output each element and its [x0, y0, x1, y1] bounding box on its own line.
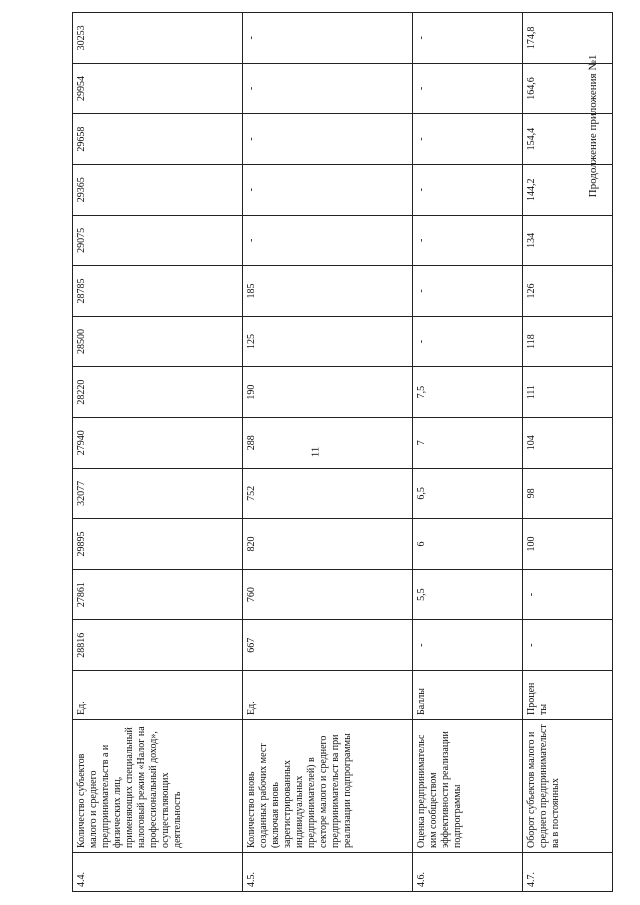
row-number: 4.5.: [243, 853, 413, 892]
value-cell: 29075: [73, 215, 243, 266]
value-cell: 760: [243, 569, 413, 620]
table-row: [523, 13, 613, 892]
row-number: 4.6.: [413, 853, 523, 892]
value-cell: -: [413, 620, 523, 671]
value-cell: 6: [413, 519, 523, 570]
value-cell: -: [413, 316, 523, 367]
value-cell: 100: [523, 519, 613, 570]
value-cell: 174,8: [523, 13, 613, 64]
value-cell: 164,6: [523, 63, 613, 114]
table-row: [413, 13, 523, 892]
value-cell: 29658: [73, 114, 243, 165]
value-cell: -: [243, 215, 413, 266]
value-cell: 7,5: [413, 367, 523, 418]
value-cell: 5,5: [413, 569, 523, 620]
value-cell: -: [413, 266, 523, 317]
value-cell: -: [243, 13, 413, 64]
value-cell: -: [243, 164, 413, 215]
unit-cell: Ед.: [243, 671, 413, 720]
value-cell: 29954: [73, 63, 243, 114]
value-cell: 29365: [73, 164, 243, 215]
row-number: 4.7.: [523, 853, 613, 892]
unit-cell: Процен ты: [523, 671, 613, 720]
value-cell: 154,4: [523, 114, 613, 165]
value-cell: 185: [243, 266, 413, 317]
value-cell: -: [243, 114, 413, 165]
value-cell: 118: [523, 316, 613, 367]
value-cell: 126: [523, 266, 613, 317]
value-cell: 7: [413, 417, 523, 468]
indicator-name: Количество вновь созданных рабочих мест (включая вновь зарегистрированных индивидуальных предпринимателей) в секторе малого и среднего предпринимательст ва при реализации подпрограммы: [243, 720, 413, 853]
value-cell: 144,2: [523, 164, 613, 215]
value-cell: 288: [243, 417, 413, 468]
value-cell: 28220: [73, 367, 243, 418]
value-cell: 27861: [73, 569, 243, 620]
page-number: 11: [309, 446, 322, 458]
table-row: [243, 13, 413, 892]
value-cell: 134: [523, 215, 613, 266]
unit-cell: Баллы: [413, 671, 523, 720]
value-cell: -: [523, 620, 613, 671]
value-cell: 98: [523, 468, 613, 519]
value-cell: -: [413, 63, 523, 114]
value-cell: 28500: [73, 316, 243, 367]
value-cell: 32077: [73, 468, 243, 519]
value-cell: -: [523, 569, 613, 620]
indicator-name: Оборот субъектов малого и среднего предпринимательст ва в постоянных: [523, 720, 613, 853]
value-cell: 27940: [73, 417, 243, 468]
value-cell: 667: [243, 620, 413, 671]
indicators-table-rotated: [72, 12, 612, 892]
table-row: [73, 13, 243, 892]
value-cell: -: [243, 63, 413, 114]
value-cell: -: [413, 114, 523, 165]
indicator-name: Количество субъектов малого и среднего предпринимательств а и физических лиц, применяющих специальный налоговый режим «Налог на профессиональный доход», осуществляющих деятельность: [73, 720, 243, 853]
value-cell: 190: [243, 367, 413, 418]
value-cell: 820: [243, 519, 413, 570]
continuation-note: Продолжение приложения №1: [587, 54, 599, 198]
value-cell: 28816: [73, 620, 243, 671]
indicators-table: [72, 12, 613, 892]
value-cell: 125: [243, 316, 413, 367]
value-cell: 29895: [73, 519, 243, 570]
unit-cell: Ед.: [73, 671, 243, 720]
value-cell: 6,5: [413, 468, 523, 519]
value-cell: -: [413, 164, 523, 215]
value-cell: 28785: [73, 266, 243, 317]
value-cell: 111: [523, 367, 613, 418]
value-cell: -: [413, 215, 523, 266]
value-cell: 30253: [73, 13, 243, 64]
row-number: 4.4.: [73, 853, 243, 892]
value-cell: 752: [243, 468, 413, 519]
indicator-name: Оценка предпринимательс ким сообществом эффективности реализации подпрограммы: [413, 720, 523, 853]
value-cell: 104: [523, 417, 613, 468]
value-cell: -: [413, 13, 523, 64]
